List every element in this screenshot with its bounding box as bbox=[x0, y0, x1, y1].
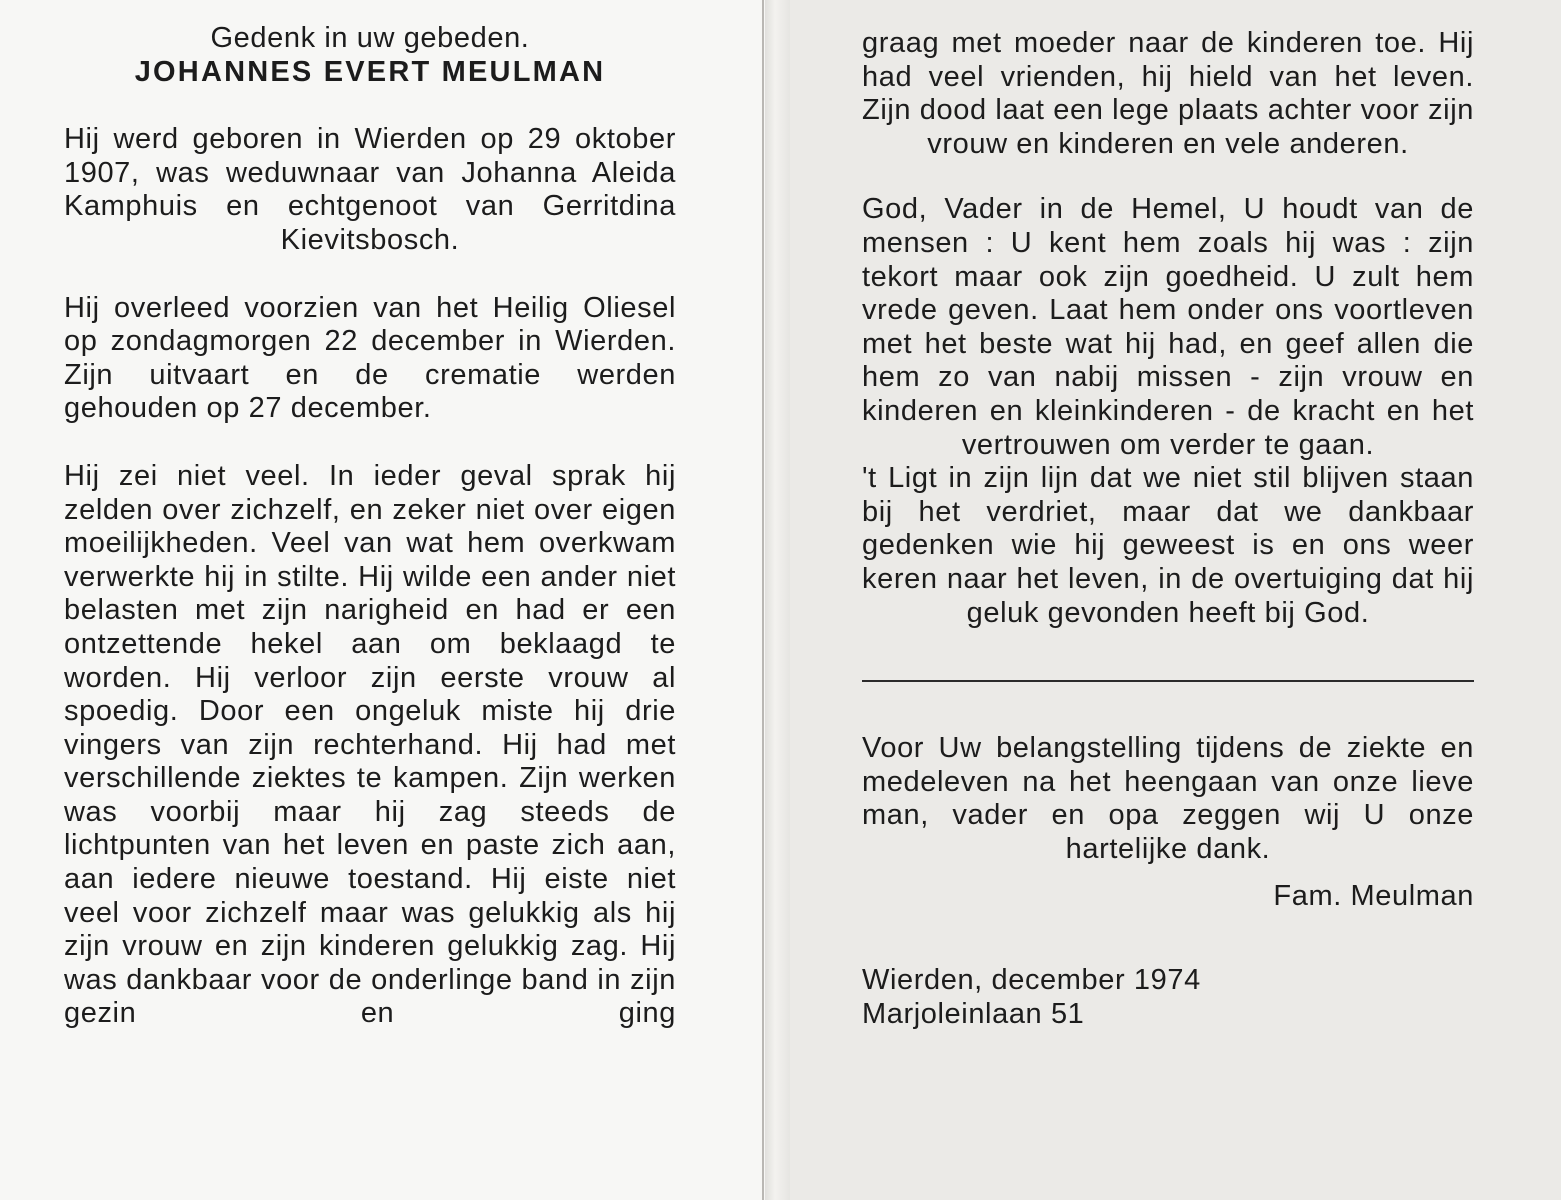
death-paragraph: Hij overleed voorzien van het Heilig Oliesel op zondagmorgen 22 december in Wierden. Zijn uitvaart en de crematie werden gehouden op 27 december. bbox=[64, 291, 676, 425]
birth-paragraph: Hij werd geboren in Wierden op 29 oktober 1907, was weduwnaar van Johanna Aleida Kamphuis en echtgenoot van Gerritdina Kievitsbosch. bbox=[64, 123, 676, 256]
left-text-column bbox=[64, 22, 676, 1031]
life-paragraph: Hij zei niet veel. In ieder geval sprak hij zelden over zichzelf, en zeker niet over eigen moeilijkheden. Veel van wat hem overkwam verwerkte hij in stilte. Hij wilde een ander niet belasten met zijn narigheid en had er een ontzettende hekel aan om beklaagd te worden. Hij verloor zijn eerste vrouw al spoedig. Door een ongeluk miste hij drie vingers van zijn rechterhand. Hij had met verschillende ziektes te kampen. Zijn werken was voorbij maar hij zag steeds de lichtpunten van het leven en paste zich aan, aan iedere nieuwe toestand. Hij eiste niet veel voor zichzelf maar was gelukkig als hij zijn vrouw en zijn kinderen gelukkig zag. Hij was dankbaar voor de onderlinge band in zijn gezin en ging bbox=[64, 459, 676, 1030]
thanks-paragraph: Voor Uw belangstelling tijdens de ziekte en medeleven na het heengaan van onze lieve man, vader en opa zeggen wij U onze hartelijke dank. bbox=[862, 732, 1474, 865]
card-fold-gutter bbox=[765, 0, 790, 1200]
prayer-heading: Gedenk in uw gebeden. bbox=[210, 22, 530, 54]
card-fold-line bbox=[762, 0, 764, 1200]
right-text-column bbox=[862, 27, 1474, 1031]
address: Marjoleinlaan 51 bbox=[862, 997, 1085, 1030]
place-date: Wierden, december 1974 bbox=[862, 964, 1201, 997]
family-signature: Fam. Meulman bbox=[1273, 880, 1474, 913]
remembrance-paragraph: 't Ligt in zijn lijn dat we niet stil blijven staan bij het verdriet, maar dat we dankbaar gedenken wie hij geweest is en ons weer keren naar het leven, in de overtuiging dat hij geluk gevonden heeft bij God. bbox=[862, 462, 1474, 629]
separator-rule bbox=[862, 680, 1474, 682]
deceased-name: JOHANNES EVERT MEULMAN bbox=[134, 55, 606, 88]
prayer-paragraph: God, Vader in de Hemel, U houdt van de mensen : U kent hem zoals hij was : zijn tekort maar ook zijn goedheid. U zult hem vrede geven. Laat hem onder ons voortleven met het beste wat hij had, en geef allen die hem zo van nabij missen - zijn vrouw en kinderen en kleinkinderen - de kracht en het vertrouwen om verder te gaan. bbox=[862, 193, 1474, 461]
family-paragraph: graag met moeder naar de kinderen toe. Hij had veel vrienden, hij hield van het leven. Zijn dood laat een lege plaats achter voor zijn vrouw en kinderen en vele anderen. bbox=[862, 27, 1474, 160]
